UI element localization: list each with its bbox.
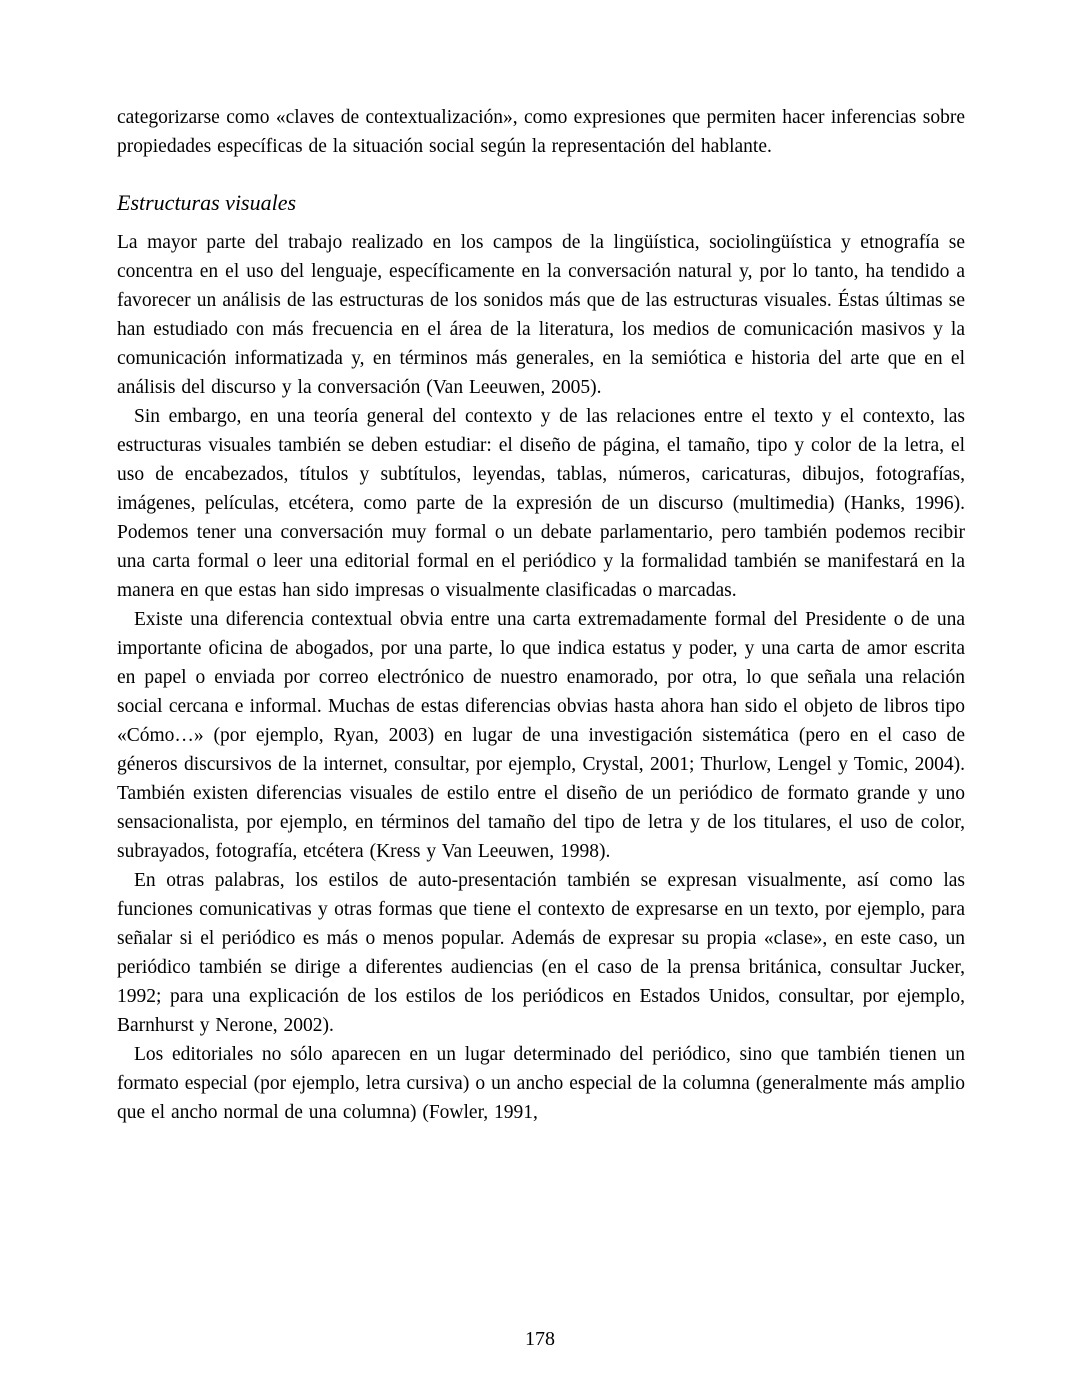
paragraph: La mayor parte del trabajo realizado en los campos de la lingüística, sociolingüística y etnografía se concentra en el uso del lenguaje, específicamente en la conversación natural y, por lo tanto, ha tendido a favorecer un análisis de las estructuras de los sonidos más que de las estructuras visuales. Éstas últimas se han estudiado con más frecuencia en el área de la literatura, los medios de comunicación masivos y la comunicación informatizada y, en términos más generales, en la semiótica e historia del arte que en el análisis del discurso y la conversación (Van Leeuwen, 2005).	[117, 232, 965, 398]
paragraph: Sin embargo, en una teoría general del contexto y de las relaciones entre el texto y el contexto, las estructuras visuales también se deben estudiar: el diseño de página, el tamaño, tipo y color de la letra, el uso de encabezados, títulos y subtítulos, leyendas, tablas, números, caricaturas, dibujos, fotografías, imágenes, películas, etcétera, como parte de la expresión de un discurso (multimedia) (Hanks, 1996). Podemos tener una conversación muy formal o un debate parlamentario, pero también podemos recibir una carta formal o leer una editorial formal en el periódico y la formalidad también se manifestará en la manera en que estas han sido impresas o visualmente clasificadas o marcadas.	[117, 406, 965, 601]
text-block	[117, 103, 965, 1127]
paragraph-intro: categorizarse como «claves de contextualización», como expresiones que permiten hacer inferencias sobre propiedades específicas de la situación social según la representación del hablante.	[117, 107, 965, 157]
paragraph: En otras palabras, los estilos de auto-presentación también se expresan visualmente, así como las funciones comunicativas y otras formas que tiene el contexto de expresarse en un texto, por ejemplo, para señalar si el periódico es más o menos popular. Además de expresar su propia «clase», en este caso, un periódico también se dirige a diferentes audiencias (en el caso de la prensa británica, consultar Jucker, 1992; para una explicación de los estilos de los periódicos en Estados Unidos, consultar, por ejemplo, Barnhurst y Nerone, 2002).	[117, 870, 965, 1036]
page-number: 178	[525, 1328, 555, 1350]
paragraph: Los editoriales no sólo aparecen en un lugar determinado del periódico, sino que también tienen un formato especial (por ejemplo, letra cursiva) o un ancho especial de la columna (generalmente más amplio que el ancho normal de una columna) (Fowler, 1991,	[117, 1044, 965, 1123]
section-heading: Estructuras visuales	[117, 190, 297, 215]
paragraph: Existe una diferencia contextual obvia entre una carta extremadamente formal del Presidente o de una importante oficina de abogados, por una parte, lo que indica estatus y poder, y una carta de amor escrita en papel o enviada por correo electrónico de nuestro enamorado, por otra, lo que señala una relación social cercana e informal. Muchas de estas diferencias obvias hasta ahora han sido el objeto de libros tipo «Cómo…» (por ejemplo, Ryan, 2003) en lugar de una investigación sistemática (pero en el caso de géneros discursivos de la internet, consultar, por ejemplo, Crystal, 2001; Thurlow, Lengel y Tomic, 2004). También existen diferencias visuales de estilo entre el diseño de un periódico de formato grande y uno sensacionalista, por ejemplo, en términos del tamaño del tipo de letra y de los titulares, el uso de color, subrayados, fotografía, etcétera (Kress y Van Leeuwen, 1998).	[117, 609, 965, 862]
